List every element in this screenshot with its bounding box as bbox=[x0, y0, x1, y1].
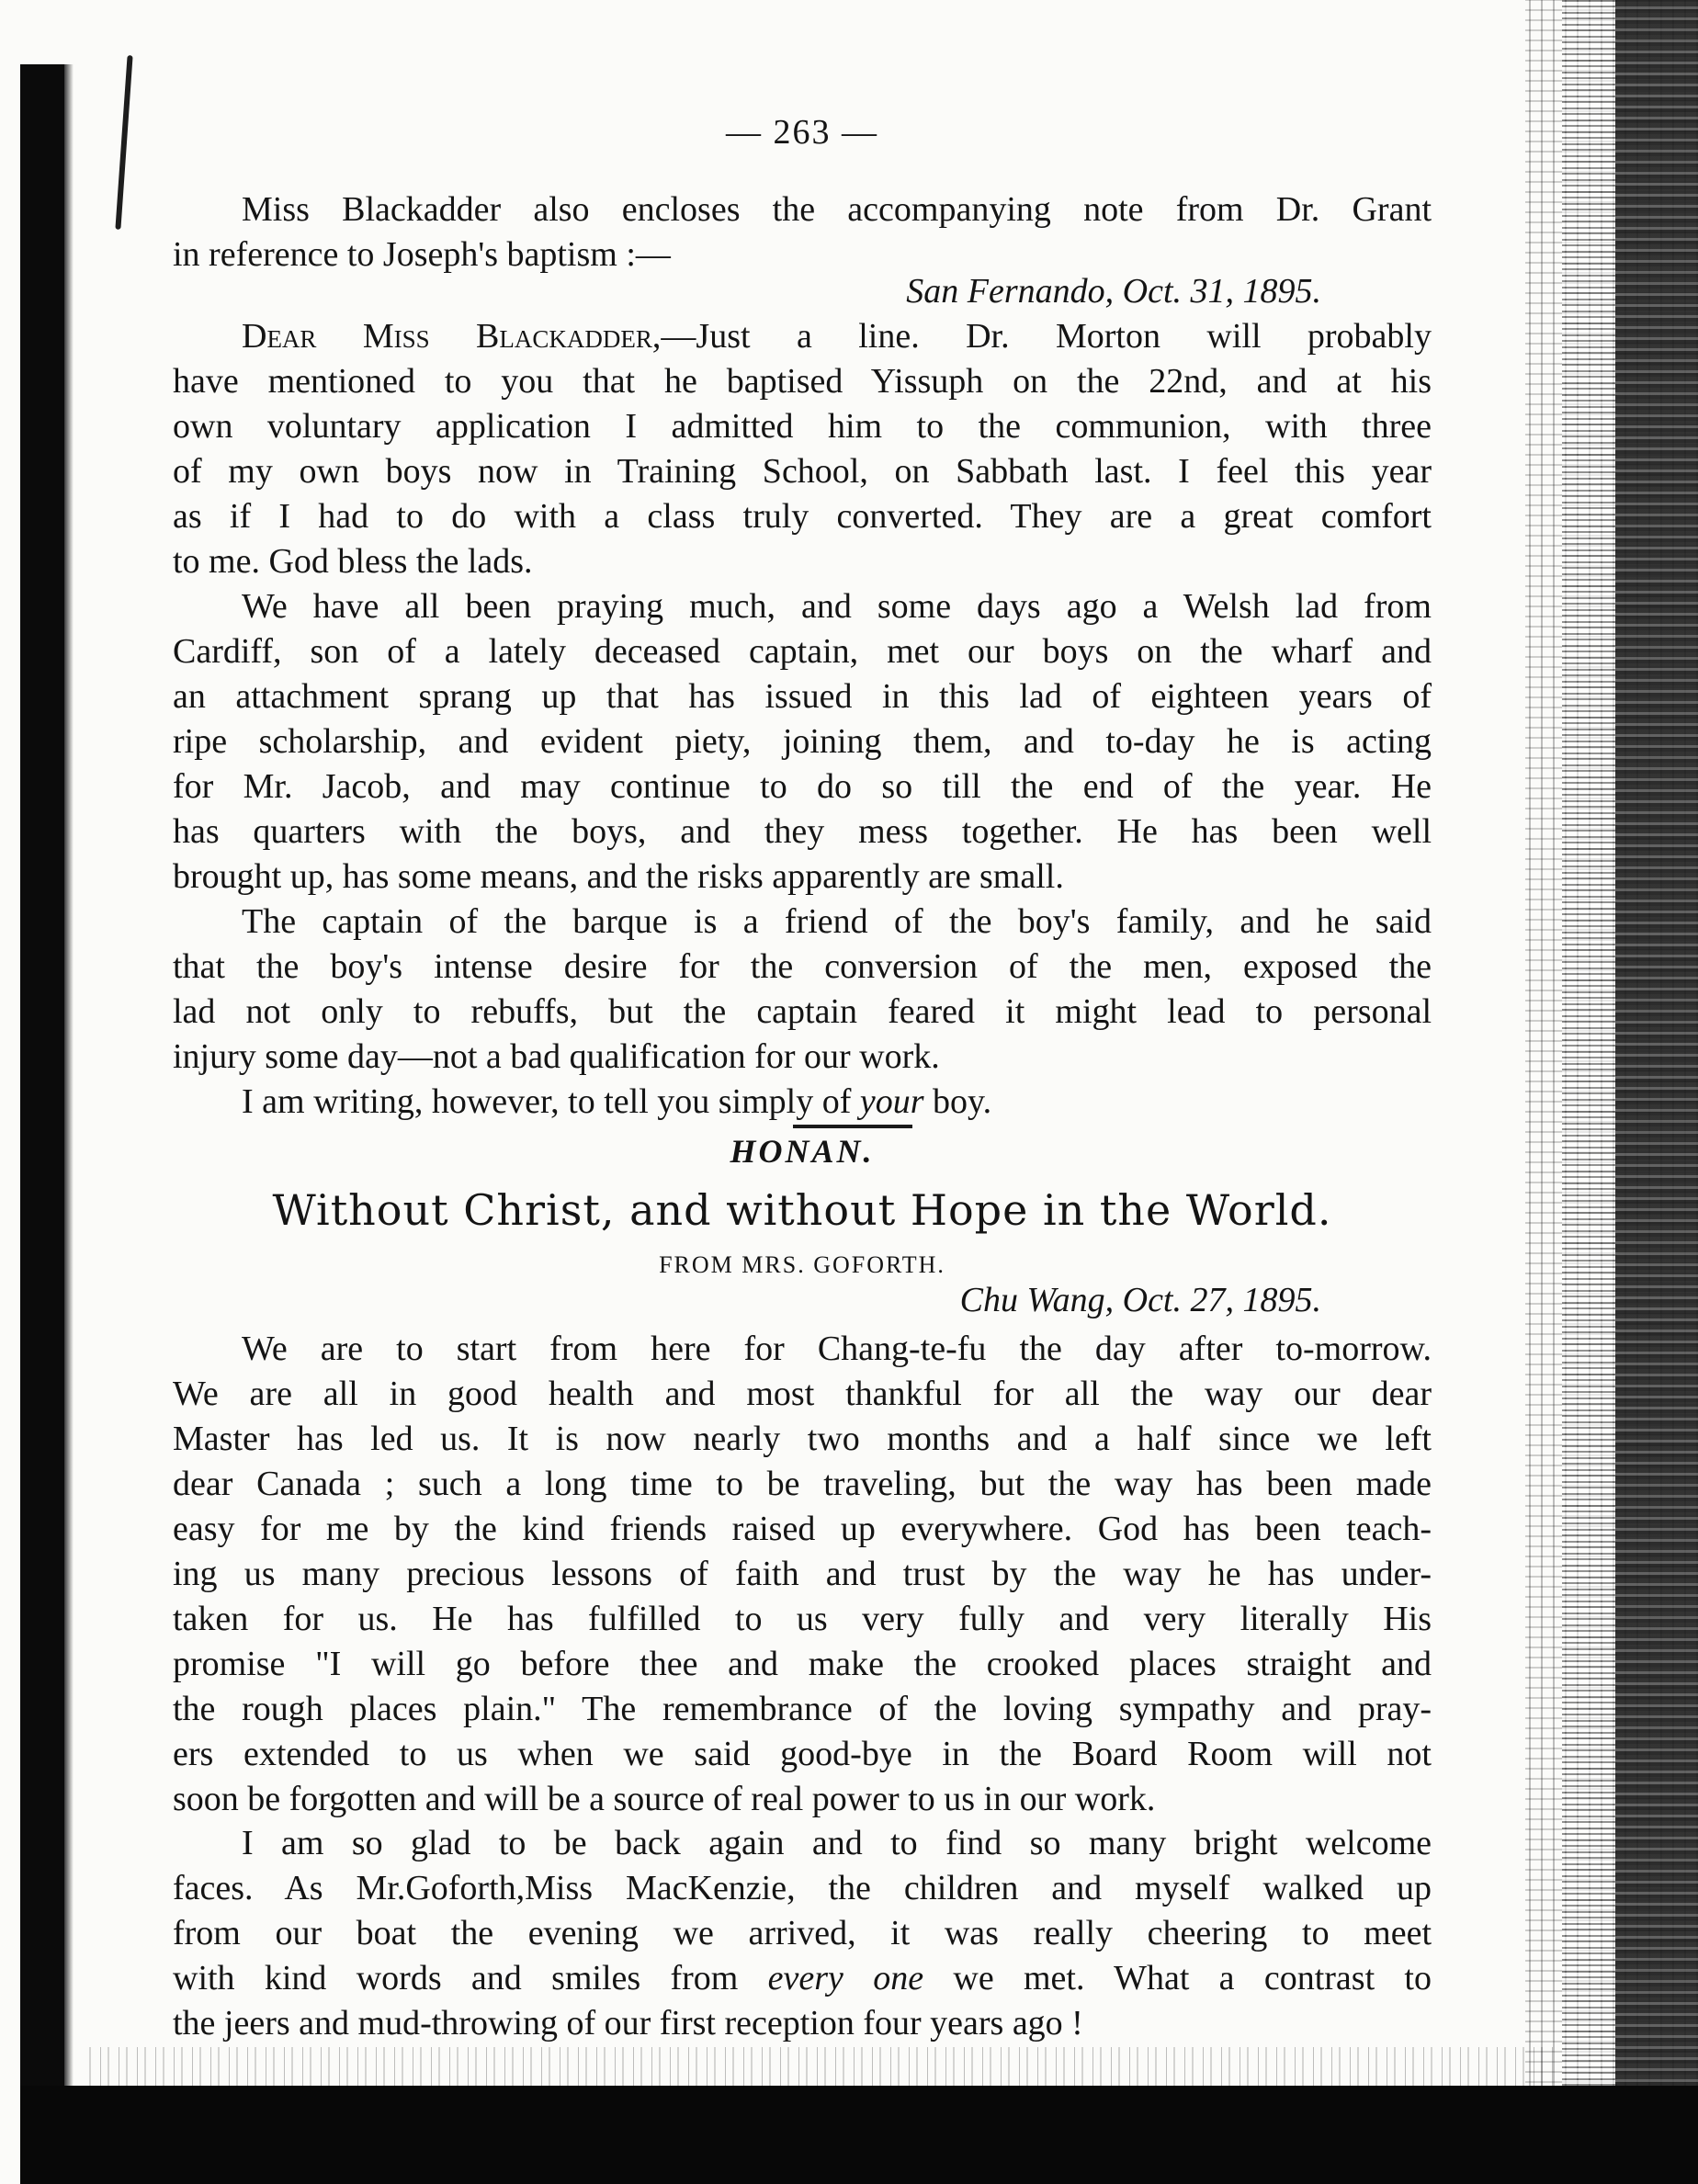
dateline-chu-wang: Chu Wang, Oct. 27, 1895. bbox=[959, 1281, 1321, 1319]
text-line: brought up, has some means, and the risks apparently are small. bbox=[173, 857, 1064, 896]
text-line: of my own boys now in Training School, on Sabbath last. I feel this year bbox=[173, 452, 1432, 491]
text-line: as if I had to do with a class truly converted. They are a great comfort bbox=[173, 497, 1432, 536]
section-rule bbox=[793, 1125, 912, 1128]
text-line: Cardiff, son of a lately deceased captain, met our boys on the wharf and bbox=[173, 632, 1432, 671]
text-line: taken for us. He has fulfilled to us very fully and very literally His bbox=[173, 1600, 1432, 1638]
text-line: I am so glad to be back again and to find so many bright welcome bbox=[242, 1824, 1432, 1862]
text-line: promise "I will go before thee and make the crooked places straight and bbox=[173, 1645, 1432, 1683]
text-line: I am writing, however, to tell you simply of your boy. bbox=[242, 1082, 992, 1121]
text-line: soon be forgotten and will be a source of real power to us in our work. bbox=[173, 1780, 1156, 1818]
text-line: faces. As Mr.Goforth,Miss MacKenzie, the children and myself walked up bbox=[173, 1869, 1432, 1907]
text-line: lad not only to rebuffs, but the captain feared it might lead to personal bbox=[173, 992, 1432, 1031]
text-line: ers extended to us when we said good-bye in the Board Room will not bbox=[173, 1735, 1432, 1773]
scan-right-noise-gray bbox=[1562, 0, 1617, 2086]
scan-right-edge bbox=[1615, 0, 1698, 2086]
text-line: Dear Miss Blackadder,—Just a line. Dr. Morton will probably bbox=[242, 317, 1432, 356]
emphasis: every one bbox=[767, 1959, 924, 1997]
text-line: ing us many precious lessons of faith and trust by the way he has under- bbox=[173, 1555, 1432, 1593]
text-line: We are to start from here for Chang-te-fu the day after to-morrow. bbox=[242, 1330, 1432, 1368]
letter2-paragraph-1 bbox=[173, 1327, 1432, 1822]
text-line: ripe scholarship, and evident piety, joining them, and to-day he is acting bbox=[173, 722, 1432, 761]
page-number: — 263 — bbox=[726, 113, 878, 152]
scan-left-edge bbox=[20, 64, 64, 2184]
byline: FROM MRS. GOFORTH. bbox=[659, 1251, 945, 1278]
section-heading: HONAN. bbox=[730, 1133, 875, 1170]
text-line: has quarters with the boys, and they mess together. He has been well bbox=[173, 812, 1432, 851]
article-title: Without Christ, and without Hope in the World. bbox=[272, 1185, 1332, 1235]
text-line: in reference to Joseph's baptism :— bbox=[173, 235, 671, 274]
text-line: an attachment sprang up that has issued in this lad of eighteen years of bbox=[173, 677, 1432, 716]
scan-left-shadow bbox=[64, 64, 74, 2184]
text-line: We have all been praying much, and some days ago a Welsh lad from bbox=[242, 587, 1432, 626]
text-line: We are all in good health and most thankful for all the way our dear bbox=[173, 1375, 1432, 1413]
text-line: with kind words and smiles from every one we met. What a contrast to bbox=[173, 1959, 1432, 1997]
text-line: own voluntary application I admitted him to the communion, with three bbox=[173, 407, 1432, 446]
letter1-paragraph-3 bbox=[173, 900, 1432, 1080]
letter2-paragraph-2 bbox=[173, 1821, 1432, 2046]
text-line: have mentioned to you that he baptised Yissuph on the 22nd, and at his bbox=[173, 362, 1432, 401]
text-line: from our boat the evening we arrived, it was really cheering to meet bbox=[173, 1914, 1432, 1952]
scan-bottom-edge bbox=[20, 2086, 1698, 2184]
text-line: the rough places plain." The remembrance of the loving sympathy and pray- bbox=[173, 1690, 1432, 1728]
letter1-paragraph-1 bbox=[173, 314, 1432, 584]
emphasis: your bbox=[859, 1082, 924, 1121]
text-line: Miss Blackadder also encloses the accompanying note from Dr. Grant bbox=[242, 190, 1432, 229]
text-line: injury some day—not a bad qualification for our work. bbox=[173, 1037, 940, 1076]
text-line: easy for me by the kind friends raised up everywhere. God has been teach- bbox=[173, 1510, 1432, 1548]
text-line: The captain of the barque is a friend of the boy's family, and he said bbox=[242, 902, 1432, 941]
letter1-paragraph-2 bbox=[173, 584, 1432, 900]
text-line: to me. God bless the lads. bbox=[173, 542, 533, 581]
scan-bottom-noise bbox=[83, 2047, 1553, 2088]
dateline-san-fernando: San Fernando, Oct. 31, 1895. bbox=[906, 272, 1321, 311]
text-line: Master has led us. It is now nearly two months and a half since we left bbox=[173, 1420, 1432, 1458]
intro-paragraph bbox=[173, 187, 1432, 277]
text-line: that the boy's intense desire for the conversion of the men, exposed the bbox=[173, 947, 1432, 986]
scan-mark bbox=[115, 55, 132, 230]
text-line: dear Canada ; such a long time to be traveling, but the way has been made bbox=[173, 1465, 1432, 1503]
text-line: the jeers and mud-throwing of our first reception four years ago ! bbox=[173, 2004, 1083, 2043]
text-line: for Mr. Jacob, and may continue to do so till the end of the year. He bbox=[173, 767, 1432, 806]
letter1-closing bbox=[173, 1080, 1432, 1125]
salutation: Dear Miss Blackadder, bbox=[242, 317, 662, 356]
